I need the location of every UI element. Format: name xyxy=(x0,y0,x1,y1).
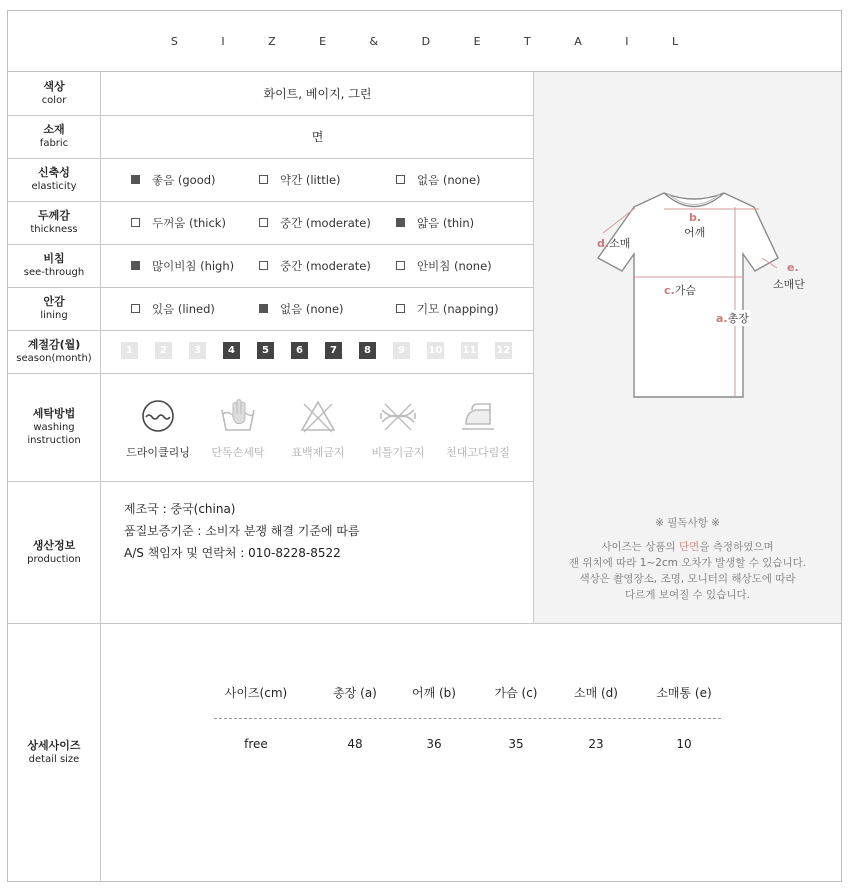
table-divider xyxy=(214,718,721,719)
notice-line-1 xyxy=(534,539,841,555)
dim-label-a xyxy=(714,310,751,326)
checkbox-icon xyxy=(259,218,268,227)
size-cell: free xyxy=(244,737,268,751)
color-label xyxy=(8,72,100,115)
thickness-option-thick xyxy=(131,201,226,244)
option-label: 약간 (little) xyxy=(280,172,341,187)
detail-size-label xyxy=(8,623,100,882)
checkbox-icon xyxy=(131,261,140,270)
option-label: 없음 (none) xyxy=(280,301,344,316)
option-label: 없음 (none) xyxy=(417,172,481,187)
fabric-value: 면 xyxy=(311,130,324,144)
row-divider xyxy=(8,623,841,624)
dim-label-e xyxy=(787,261,799,274)
washing-label xyxy=(8,373,100,481)
checkbox-icon xyxy=(131,175,140,184)
notice-highlight: 단면 xyxy=(679,541,700,553)
option-label: 두꺼움 (thick) xyxy=(152,215,226,230)
dim-label-b-text: 어깨 xyxy=(684,226,706,239)
size-header: 소매통 (e) xyxy=(656,686,712,700)
option-label: 중간 (moderate) xyxy=(280,215,371,230)
thickness-option-thin xyxy=(396,201,474,244)
seethrough-option-none xyxy=(396,244,492,287)
washing-label-ko: 세탁방법 xyxy=(32,407,76,420)
option-label: 있음 (lined) xyxy=(152,301,215,316)
detail-size-label-ko: 상세사이즈 xyxy=(27,739,81,752)
production-label-en: production xyxy=(27,553,81,565)
seethrough-option-high xyxy=(131,244,234,287)
season-month-3: 3 xyxy=(189,342,206,359)
season-month-10: 10 xyxy=(427,342,444,359)
page-title: S I Z E & D E T A I L xyxy=(8,11,841,72)
season-label xyxy=(8,330,100,373)
wash-item-label: 비틀기금지 xyxy=(371,446,425,459)
production-info xyxy=(124,498,360,564)
production-label-ko: 생산정보 xyxy=(32,538,76,552)
season-month-4: 4 xyxy=(223,342,240,359)
option-label: 얇음 (thin) xyxy=(417,215,475,230)
seethrough-label xyxy=(8,244,100,287)
wash-item-iron xyxy=(438,396,518,460)
iron-icon xyxy=(458,396,498,436)
option-label: 많이비침 (high) xyxy=(152,258,235,273)
size-header: 사이즈(cm) xyxy=(224,686,288,700)
season-month-9: 9 xyxy=(393,342,410,359)
size-detail-sheet xyxy=(7,10,842,882)
wash-item-label: 표백제금지 xyxy=(291,446,345,459)
lining-option-lined xyxy=(131,287,215,330)
detail-size-label-en: detail size xyxy=(28,754,80,765)
production-label xyxy=(8,481,100,623)
lining-label xyxy=(8,287,100,330)
color-value: 화이트, 베이지, 그린 xyxy=(263,87,372,101)
elasticity-label-ko: 신축성 xyxy=(38,166,70,179)
checkbox-icon xyxy=(259,261,268,270)
thickness-option-moderate xyxy=(259,201,371,244)
size-header: 총장 (a) xyxy=(333,686,377,700)
seethrough-label-en: see-through xyxy=(23,267,85,278)
wash-item-no-wring xyxy=(358,396,438,460)
fabric-label-ko: 소재 xyxy=(43,123,65,136)
notice-line-2: 잰 위치에 따라 1~2cm 오차가 발생할 수 있습니다. xyxy=(568,557,807,569)
option-label: 기모 (napping) xyxy=(417,301,499,316)
size-cell: 36 xyxy=(426,737,442,751)
option-label: 안비침 (none) xyxy=(417,258,492,273)
label-column-divider xyxy=(100,72,101,882)
season-month-2: 2 xyxy=(155,342,172,359)
dim-text: 총장 xyxy=(727,312,749,325)
checkbox-icon xyxy=(396,175,405,184)
dim-key: d. xyxy=(597,237,610,250)
fabric-label xyxy=(8,115,100,158)
checkbox-icon xyxy=(396,218,405,227)
checkbox-icon xyxy=(396,261,405,270)
wash-item-no-bleach xyxy=(278,396,358,460)
wash-item-label: 천대고다림질 xyxy=(446,446,510,459)
dim-key: b. xyxy=(689,211,702,224)
seethrough-label-ko: 비침 xyxy=(43,252,65,265)
notice-line-4: 다르게 보여질 수 있습니다. xyxy=(625,589,750,601)
color-label-en: color xyxy=(41,95,67,106)
thickness-label-en: thickness xyxy=(30,224,78,235)
production-country: 제조국 : 중국(china) xyxy=(124,502,236,516)
checkbox-icon xyxy=(259,175,268,184)
seethrough-option-moderate xyxy=(259,244,371,287)
hand-wash-icon xyxy=(218,396,258,436)
wash-item-dry-clean xyxy=(118,396,198,460)
checkbox-icon xyxy=(396,304,405,313)
season-month-5: 5 xyxy=(257,342,274,359)
garment-diagram-panel xyxy=(534,72,841,623)
elasticity-option-none xyxy=(396,158,481,201)
option-label: 좋음 (good) xyxy=(152,172,216,187)
dim-label-d xyxy=(597,235,630,251)
wash-item-hand-wash xyxy=(198,396,278,460)
dim-label-c xyxy=(662,282,698,298)
notice-heading: ※ 필독사항 ※ xyxy=(655,517,720,529)
wash-item-label: 단독손세탁 xyxy=(211,446,265,459)
size-cell: 23 xyxy=(588,737,604,751)
elasticity-label xyxy=(8,158,100,201)
notice-line-3: 색상은 촬영장소, 조명, 모니터의 해상도에 따라 xyxy=(579,573,796,585)
season-month-1: 1 xyxy=(121,342,138,359)
elasticity-option-good xyxy=(131,158,216,201)
dim-label-b xyxy=(689,211,701,224)
checkbox-icon xyxy=(131,218,140,227)
dim-text: 소매 xyxy=(609,237,631,250)
size-header: 가슴 (c) xyxy=(494,686,538,700)
season-month-12: 12 xyxy=(495,342,512,359)
thickness-label-ko: 두께감 xyxy=(38,209,70,222)
dim-label-e-text: 소매단 xyxy=(773,278,805,291)
notice-text: 을 측정하였으며 xyxy=(699,541,774,553)
dim-key: c. xyxy=(664,284,675,297)
elasticity-label-en: elasticity xyxy=(31,181,77,192)
lining-label-en: lining xyxy=(40,310,68,321)
size-header: 어깨 (b) xyxy=(412,686,456,700)
wash-item-label: 드라이클리닝 xyxy=(126,446,190,459)
season-label-ko: 계절감(월) xyxy=(27,338,81,351)
size-cell: 10 xyxy=(676,737,692,751)
dim-text: 가슴 xyxy=(674,284,696,297)
checkbox-icon xyxy=(259,304,268,313)
tshirt-icon xyxy=(534,72,841,412)
lining-option-napping xyxy=(396,287,499,330)
season-month-7: 7 xyxy=(325,342,342,359)
season-month-11: 11 xyxy=(461,342,478,359)
no-bleach-icon xyxy=(298,396,338,436)
fabric-label-en: fabric xyxy=(39,138,69,149)
size-cell: 35 xyxy=(508,737,524,751)
season-month-6: 6 xyxy=(291,342,308,359)
size-cell: 48 xyxy=(347,737,363,751)
notice-text: 사이즈는 상품의 xyxy=(601,541,680,553)
washing-label-en: washing instruction xyxy=(27,422,81,446)
checkbox-icon xyxy=(131,304,140,313)
size-header: 소매 (d) xyxy=(574,686,618,700)
production-quality: 품질보증기준 : 소비자 분쟁 해결 기준에 따름 xyxy=(124,524,360,538)
thickness-label xyxy=(8,201,100,244)
no-wring-icon xyxy=(378,396,418,436)
lining-label-ko: 안감 xyxy=(43,295,65,308)
color-label-ko: 색상 xyxy=(43,80,65,93)
dry-clean-icon xyxy=(138,396,178,436)
season-label-en: season(month) xyxy=(16,353,92,364)
dim-key: e. xyxy=(787,261,799,274)
season-month-8: 8 xyxy=(359,342,376,359)
production-contact: A/S 책임자 및 연락처 : 010-8228-8522 xyxy=(124,546,341,560)
option-label: 중간 (moderate) xyxy=(280,258,371,273)
elasticity-option-little xyxy=(259,158,341,201)
lining-option-none xyxy=(259,287,344,330)
dim-key: a. xyxy=(716,312,728,325)
